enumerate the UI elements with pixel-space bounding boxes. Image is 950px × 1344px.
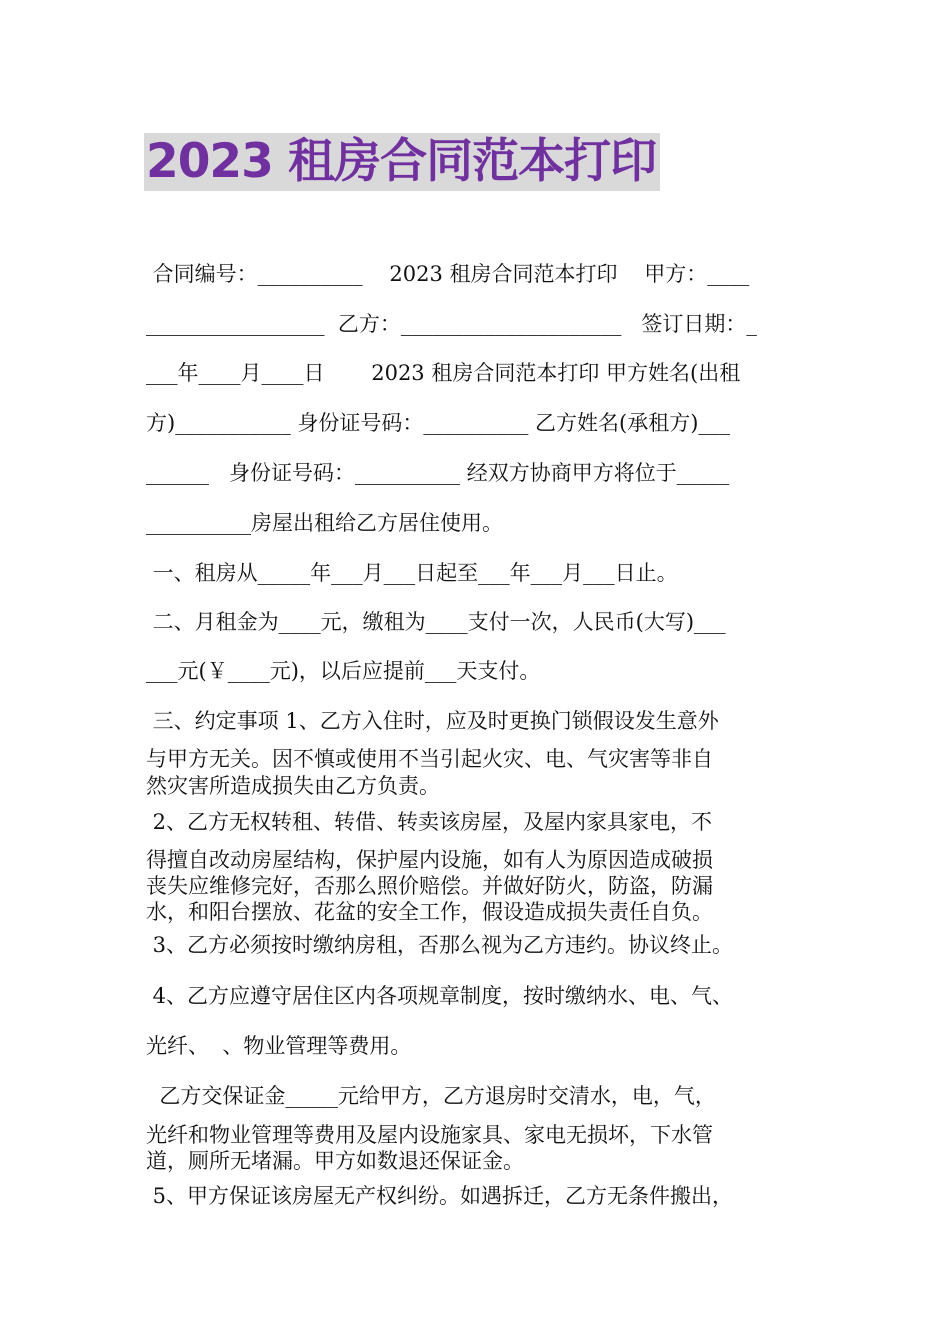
contract-line: ___年____月____日 2023 租房合同范本打印 甲方姓名(出租: [146, 361, 741, 385]
contract-line: 光纤、 、物业管理等费用。: [146, 1034, 412, 1058]
contract-line: 乙方交保证金_____元给甲方，乙方退房时交清水，电，气，: [146, 1084, 716, 1108]
contract-line: 方)___________ 身份证号码：__________ 乙方姓名(承租方)___: [146, 411, 730, 435]
contract-line: 5、甲方保证该房屋无产权纠纷。如遇拆迁，乙方无条件搬出，: [146, 1184, 734, 1208]
contract-line: 二、月租金为____元，缴租为____支付一次，人民币(大写)___: [146, 610, 726, 634]
contract-line: ______ 身份证号码：__________ 经双方协商甲方将位于_____: [146, 461, 730, 485]
contract-line: 丧失应维修完好，否那么照价赔偿。并做好防火，防盗，防漏: [146, 874, 713, 898]
contract-line: ___元(￥____元)，以后应提前___天支付。: [146, 659, 541, 683]
contract-line: 光纤和物业管理等费用及屋内设施家具、家电无损坏，下水管: [146, 1123, 713, 1147]
document-title: 2023 租房合同范本打印: [144, 133, 660, 191]
contract-line: 得擅自改动房屋结构，保护屋内设施，如有人为原因造成破损: [146, 848, 713, 872]
contract-line: 2、乙方无权转租、转借、转卖该房屋，及屋内家具家电，不: [146, 810, 713, 834]
contract-line: _________________ 乙方：_____________________ 签订日期：_: [146, 312, 757, 336]
contract-line: 合同编号：__________ 2023 租房合同范本打印 甲方：____: [146, 262, 750, 286]
contract-line: 三、约定事项 1、乙方入住时，应及时更换门锁假设发生意外: [146, 709, 719, 733]
contract-line: 4、乙方应遵守居住区内各项规章制度，按时缴纳水、电、气、: [146, 984, 734, 1008]
contract-line: 一、租房从_____年___月___日起至___年___月___日止。: [146, 561, 678, 585]
contract-line: __________房屋出租给乙方居住使用。: [146, 511, 503, 535]
contract-line: 3、乙方必须按时缴纳房租，否那么视为乙方违约。协议终止。: [146, 933, 734, 957]
contract-line: 与甲方无关。因不慎或使用不当引起火灾、电、气灾害等非自: [146, 747, 713, 771]
contract-line: 然灾害所造成损失由乙方负责。: [146, 774, 440, 798]
contract-line: 水，和阳台摆放、花盆的安全工作，假设造成损失责任自负。: [146, 900, 713, 924]
contract-line: 道，厕所无堵漏。甲方如数退还保证金。: [146, 1149, 524, 1173]
